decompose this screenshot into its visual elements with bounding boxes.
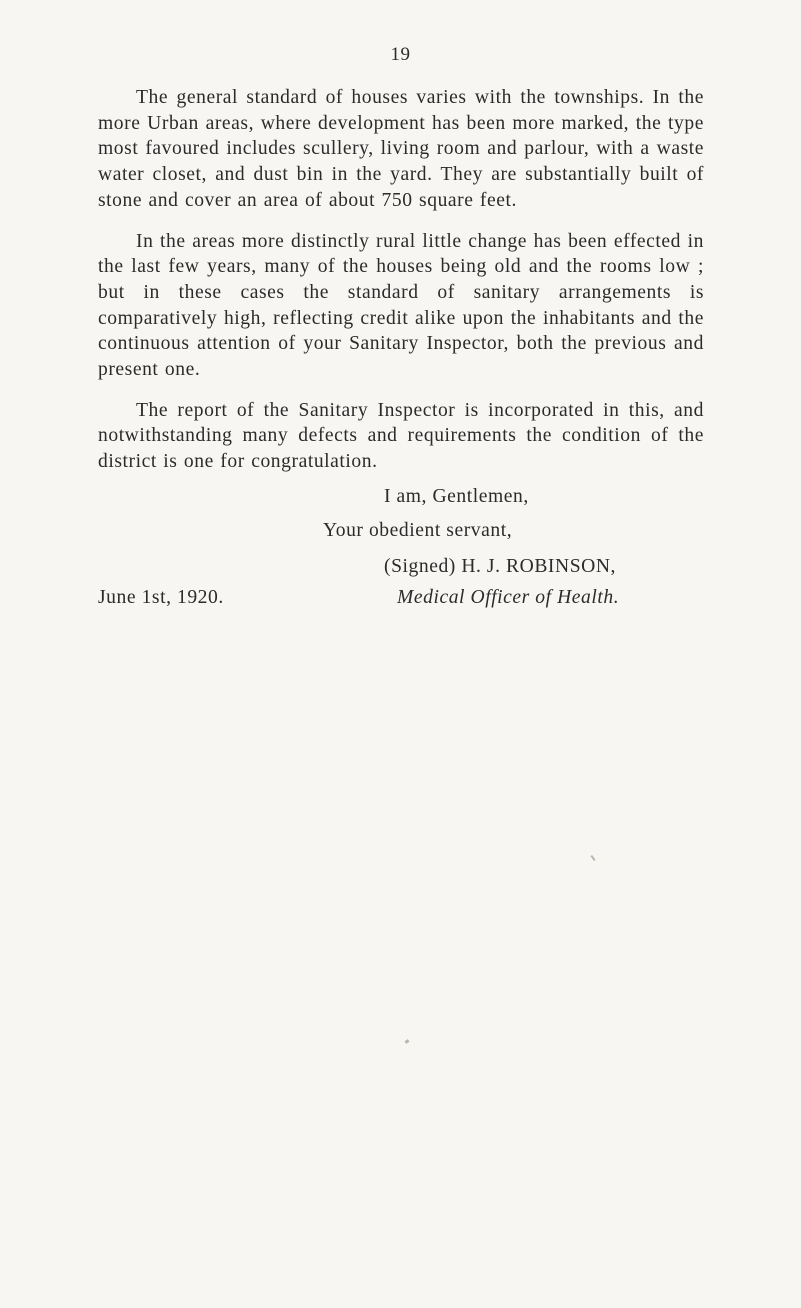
body-text	[98, 85, 704, 490]
page-number: 19	[390, 44, 411, 65]
letter-date: June 1st, 1920.	[98, 587, 224, 608]
paragraph-housing-standard: The general standard of houses varies with the townships. In the more Urban areas, where development has been more marked, the type most favoured includes scullery, living room and parlour, with a waste water closet, and dust bin in the yard. They are substantially built of stone and cover an area of about 750 square feet.	[98, 87, 704, 211]
paragraph-inspector-report: The report of the Sanitary Inspector is incorporated in this, and notwithstanding many defects and requirements the condition of the district is one for congratulation.	[98, 399, 704, 473]
salutation: I am, Gentlemen,	[384, 486, 529, 507]
signature: (Signed) H. J. ROBINSON,	[384, 556, 617, 577]
paper-speck	[405, 1039, 410, 1044]
valediction: Your obedient servant,	[323, 520, 513, 541]
paragraph-rural-areas: In the areas more distinctly rural little change has been effected in the last few years, many of the houses being old and the rooms low ; but in these cases the standard of sanitary arrangements is comparatively high, reflecting credit alike upon the inhabitants and the continuous attention of your Sanitary Inspector, both the previous and present one.	[98, 230, 704, 381]
paper-speck	[590, 855, 595, 861]
signatory-title: Medical Officer of Health.	[397, 587, 620, 608]
